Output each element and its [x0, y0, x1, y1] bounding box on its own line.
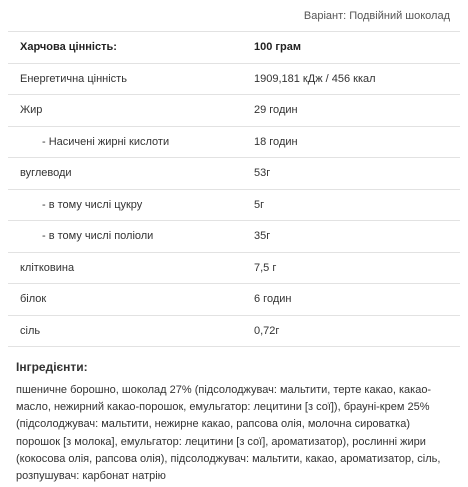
- table-row: [8, 127, 460, 159]
- nutrient-value: 53г: [254, 167, 271, 180]
- nutrition-header-label: Харчова цінність:: [20, 41, 117, 54]
- nutrient-name: білок: [20, 293, 47, 306]
- nutrient-value: 18 годин: [254, 135, 298, 148]
- nutrient-value: 6 годин: [254, 293, 292, 306]
- table-row: [8, 158, 460, 190]
- ingredients-text: пшеничне борошно, шоколад 27% (підсолоджувач: мальтити, терте какао, какао-масло, нежирний какао-порошок, емульгатор: лецитини [з сої]), брауні-крем 25% (підсолоджувач: мальтити, нежирне какао, рапсова олія, молочна сироватка) порошок [з молока], емульгатор: лецитини [з сої], ароматизатор), рослинні жири (кокосова олія, рапсова олія), підсолоджувач: мальтити, какао, ароматизатор, сіль, розпушувач: карбонат натрію: [16, 384, 441, 483]
- nutrient-name: сіль: [20, 324, 41, 337]
- nutrient-value: 5г: [254, 198, 265, 211]
- nutrient-name: - Насичені жирні кислоти: [42, 135, 170, 148]
- nutrient-value: 7,5 г: [254, 261, 277, 274]
- nutrient-name: Жир: [20, 104, 43, 117]
- table-row: [8, 253, 460, 285]
- ingredients-title: Інгредієнти:: [16, 360, 88, 374]
- table-row: [8, 64, 460, 96]
- nutrient-name: вуглеводи: [20, 167, 72, 180]
- table-row: [8, 95, 460, 127]
- nutrient-value: 0,72г: [254, 324, 280, 337]
- table-row: [8, 316, 460, 348]
- nutrition-header-value: 100 грам: [254, 41, 301, 54]
- nutrition-header-row: [8, 32, 460, 64]
- table-row: [8, 190, 460, 222]
- nutrient-name: - в тому числі цукру: [42, 198, 143, 211]
- nutrient-name: - в тому числі поліоли: [42, 230, 154, 243]
- nutrient-name: Енергетична цінність: [20, 72, 127, 85]
- nutrient-name: клітковина: [20, 261, 75, 274]
- nutrient-value: 1909,181 кДж / 456 ккал: [254, 72, 376, 85]
- variant-label: Варіант: Подвійний шоколад: [303, 10, 450, 22]
- nutrient-value: 35г: [254, 230, 271, 243]
- nutrient-value: 29 годин: [254, 104, 298, 117]
- table-row: [8, 221, 460, 253]
- nutrition-table: [8, 31, 460, 347]
- table-row: [8, 284, 460, 316]
